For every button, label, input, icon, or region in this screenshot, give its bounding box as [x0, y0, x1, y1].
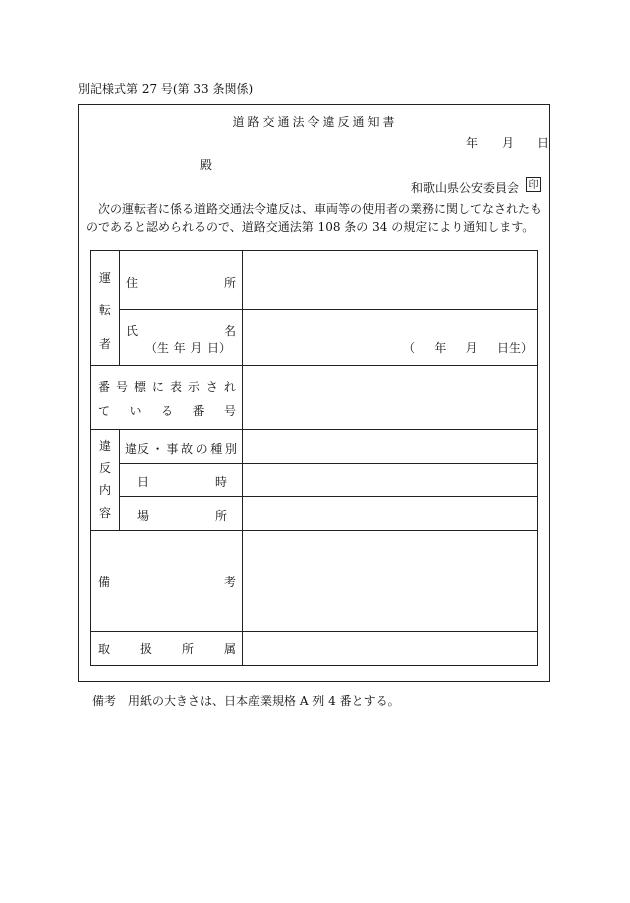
- name-label: 氏 名: [126, 324, 236, 338]
- row-divider: [120, 496, 538, 497]
- violation-group-char: 反: [98, 461, 111, 475]
- seal-stamp: 印: [526, 177, 541, 192]
- violation-group-char: 内: [98, 483, 111, 497]
- handling-office-label: 取 扱 所 属: [98, 642, 236, 656]
- date-day: 日: [537, 136, 550, 150]
- place-label: 場 所: [137, 509, 227, 523]
- remarks-label: 備 考: [98, 575, 236, 589]
- footnote-text: 用紙の大きさは、日本産業規格 A 列 4 番とする。: [128, 694, 400, 708]
- column-divider: [119, 429, 120, 530]
- violation-group-char: 容: [98, 506, 111, 520]
- notice-body-text: 次の運転者に係る道路交通法令違反は、車両等の使用者の業務に関してなされたものであると認められるので、道路交通法第 108 条の 34 の規定により通知します。: [86, 202, 543, 234]
- driver-group-char: 者: [98, 337, 111, 351]
- row-divider: [120, 463, 538, 464]
- plate-number-label-line1: 番 号 標 に 表 示 さ れ: [98, 380, 236, 394]
- birthdate-field: （ 年 月 日生）: [403, 341, 533, 355]
- notice-table: [90, 250, 538, 666]
- row-divider: [120, 309, 538, 310]
- address-label: 住 所: [126, 276, 236, 290]
- document-title: 道路交通法令違反通知書: [232, 115, 398, 129]
- row-divider: [91, 530, 538, 531]
- driver-group-char: 転: [98, 303, 111, 317]
- plate-number-label-line2: て い る 番 号: [98, 404, 236, 418]
- column-divider: [242, 251, 243, 666]
- row-divider: [91, 365, 538, 366]
- column-divider: [119, 251, 120, 365]
- date-month: 月: [502, 136, 515, 150]
- footnote-label: 備考: [92, 694, 117, 708]
- row-divider: [91, 631, 538, 632]
- footnote: [92, 692, 400, 709]
- issuer-name: 和歌山県公安委員会: [411, 181, 520, 195]
- violation-type-label: 違反 ・ 事 故 の 種 別: [125, 442, 237, 456]
- driver-group-char: 運: [98, 271, 111, 285]
- datetime-label: 日 時: [137, 475, 227, 489]
- row-divider: [91, 429, 538, 430]
- birthdate-label: （生 年 月 日）: [145, 341, 231, 355]
- date-year: 年: [466, 136, 479, 150]
- violation-group-char: 違: [98, 439, 111, 453]
- addressee-suffix: 殿: [200, 158, 213, 172]
- form-number-label: 別記様式第 27 号(第 33 条関係): [78, 82, 254, 96]
